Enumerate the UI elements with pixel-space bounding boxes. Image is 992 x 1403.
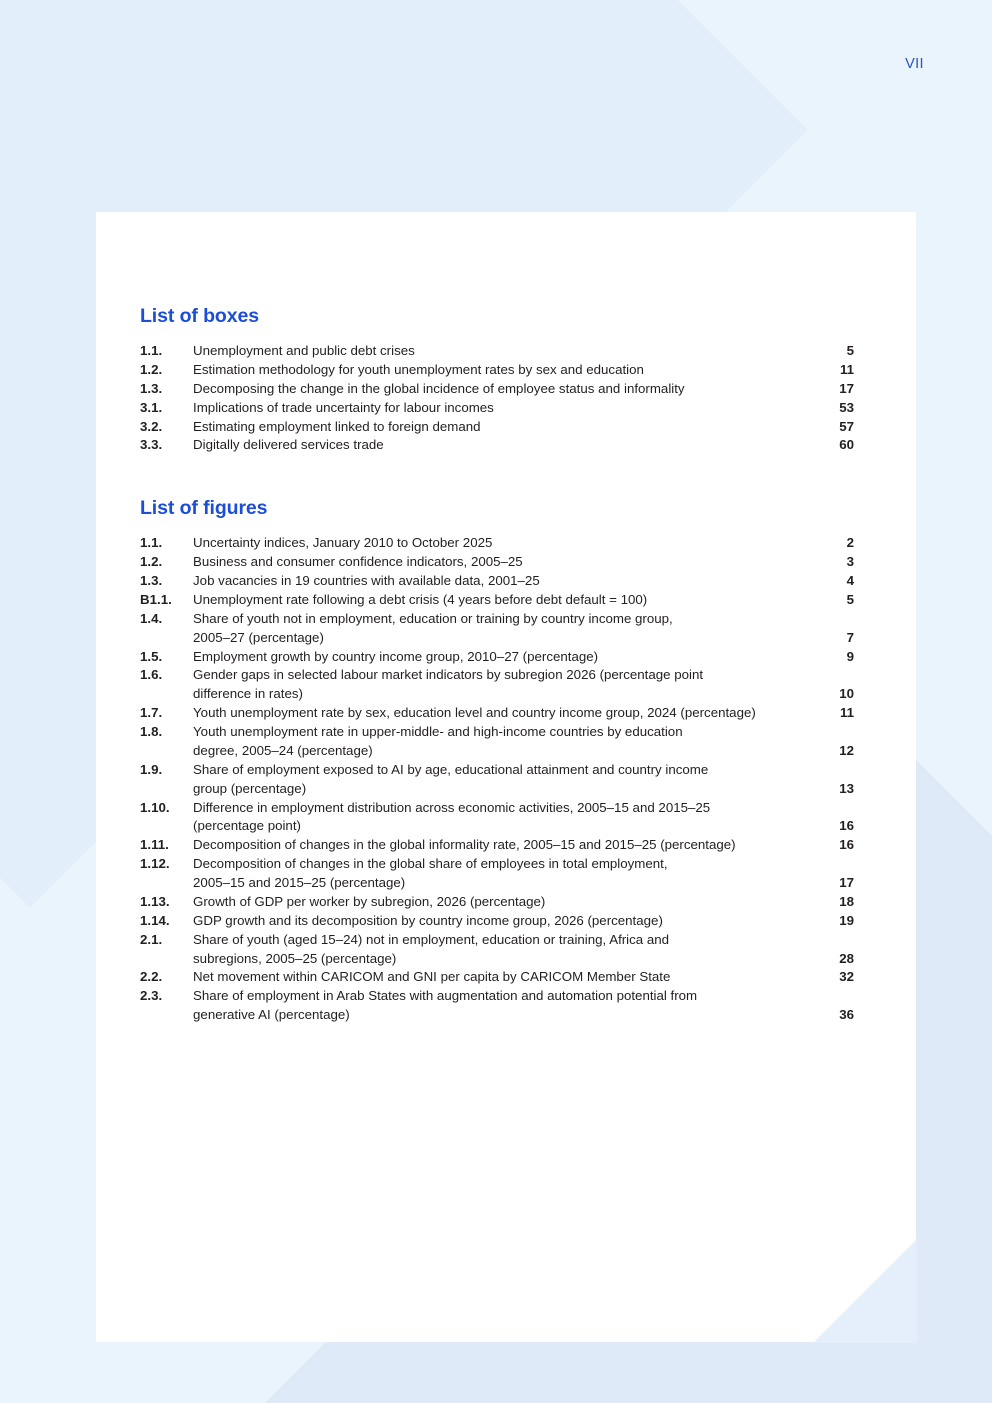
entry-title: Growth of GDP per worker by subregion, 2026 (percentage) — [193, 893, 546, 909]
entry-title: Employment growth by country income group, 2010–27 (percentage) — [193, 648, 599, 664]
entry-page: 9 — [846, 648, 854, 664]
section-list-of-figures — [140, 497, 860, 1025]
entry-page: 12 — [839, 742, 854, 758]
entry-number: 2.3. — [140, 988, 163, 1004]
entry-title: Unemployment rate following a debt crisis (4 years before debt default = 100) — [193, 591, 648, 607]
entry-title-line2: generative AI (percentage) — [193, 1007, 350, 1023]
entry-title-line2: difference in rates) — [193, 686, 303, 702]
entry-number: 1.3. — [140, 380, 163, 396]
entry-number: 1.2. — [140, 361, 163, 377]
entry-title — [193, 761, 815, 799]
entry-page: 16 — [839, 837, 854, 853]
table-row[interactable] — [140, 534, 854, 553]
entry-title: Net movement within CARICOM and GNI per capita by CARICOM Member State — [193, 969, 671, 985]
entry-title: Implications of trade uncertainty for labour incomes — [193, 399, 494, 415]
table-row[interactable] — [140, 836, 854, 855]
entry-title-line1: Share of employment in Arab States with augmentation and automation potential from — [193, 988, 698, 1004]
entry-page: 13 — [839, 780, 854, 796]
entry-title-line2: group (percentage) — [193, 780, 307, 796]
table-row[interactable] — [140, 648, 854, 667]
entry-title: Uncertainty indices, January 2010 to October 2025 — [193, 535, 493, 551]
table-row[interactable] — [140, 855, 854, 893]
table-row[interactable] — [140, 723, 854, 761]
entry-page: 7 — [846, 629, 854, 645]
entry-page: 5 — [846, 591, 854, 607]
entry-number: 1.3. — [140, 573, 163, 588]
entry-title: Job vacancies in 19 countries with available data, 2001–25 — [193, 573, 540, 588]
entry-title-line1: Share of employment exposed to AI by age, educational attainment and country income — [193, 761, 709, 777]
entry-number: 1.14. — [140, 912, 170, 928]
entry-title — [193, 987, 815, 1025]
entry-title: Estimating employment linked to foreign demand — [193, 418, 481, 434]
entry-number: 2.2. — [140, 969, 163, 985]
table-row[interactable] — [140, 553, 854, 572]
entry-number: 1.12. — [140, 856, 170, 872]
entry-title: Youth unemployment rate by sex, education level and country income group, 2024 (percentage) — [193, 705, 756, 721]
entry-number: 1.8. — [140, 724, 163, 739]
entry-title-line1: Share of youth (aged 15–24) not in employment, education or training, Africa and — [193, 931, 670, 947]
entry-number: B1.1. — [140, 591, 172, 607]
entry-title: Unemployment and public debt crises — [193, 343, 415, 358]
figures-table — [140, 534, 854, 1025]
entry-title: Decomposition of changes in the global informality rate, 2005–15 and 2015–25 (percentage) — [193, 837, 736, 853]
table-row[interactable] — [140, 591, 854, 610]
entry-page: 28 — [839, 950, 854, 966]
entry-number: 1.10. — [140, 799, 170, 815]
entry-title-line1: Difference in employment distribution across economic activities, 2005–15 and 2015–25 — [193, 799, 711, 815]
table-row[interactable] — [140, 380, 854, 399]
entry-title-line2: (percentage point) — [193, 818, 301, 834]
entry-page: 53 — [839, 399, 854, 415]
entry-page: 36 — [839, 1007, 854, 1023]
entry-title-line1: Share of youth not in employment, education or training by country income group, — [193, 610, 673, 626]
table-row[interactable] — [140, 893, 854, 912]
entry-number: 1.6. — [140, 667, 163, 683]
entry-title — [193, 666, 815, 704]
entry-page: 57 — [839, 418, 854, 434]
entry-title-line1: Gender gaps in selected labour market indicators by subregion 2026 (percentage point — [193, 667, 704, 683]
page-number: VII — [905, 56, 924, 72]
entry-title-line2: 2005–27 (percentage) — [193, 629, 324, 645]
entry-page: 11 — [839, 361, 854, 377]
section-title-figures: List of figures — [140, 497, 268, 520]
entry-number: 3.3. — [140, 437, 163, 453]
entry-page: 2 — [846, 535, 854, 551]
entry-title — [193, 610, 815, 648]
entry-title-line1: Youth unemployment rate in upper-middle- and high-income countries by education — [193, 724, 683, 739]
boxes-table — [140, 342, 854, 455]
table-row[interactable] — [140, 968, 854, 987]
table-row[interactable] — [140, 399, 854, 418]
page-content — [140, 305, 860, 1025]
table-row[interactable] — [140, 610, 854, 648]
entry-page: 4 — [846, 573, 854, 588]
entry-title — [193, 855, 815, 893]
entry-title: GDP growth and its decomposition by country income group, 2026 (percentage) — [193, 912, 663, 928]
entry-page: 18 — [839, 893, 854, 909]
table-row[interactable] — [140, 761, 854, 799]
entry-title: Digitally delivered services trade — [193, 437, 384, 453]
entry-title: Business and consumer confidence indicators, 2005–25 — [193, 554, 523, 570]
table-row[interactable] — [140, 342, 854, 361]
entry-number: 3.1. — [140, 399, 163, 415]
entry-page: 17 — [839, 875, 854, 890]
table-row[interactable] — [140, 931, 854, 969]
table-row[interactable] — [140, 799, 854, 837]
entry-page: 3 — [846, 554, 854, 570]
entry-number: 3.2. — [140, 418, 163, 434]
figures-table-body — [140, 534, 854, 1025]
entry-number: 1.5. — [140, 648, 163, 664]
table-row[interactable] — [140, 704, 854, 723]
entry-page: 17 — [839, 380, 854, 396]
table-row[interactable] — [140, 418, 854, 437]
entry-page: 11 — [839, 705, 854, 721]
entry-title — [193, 723, 815, 761]
entry-title-line2: subregions, 2005–25 (percentage) — [193, 950, 397, 966]
entry-title — [193, 931, 815, 969]
entry-page: 10 — [839, 686, 854, 702]
section-list-of-boxes — [140, 305, 860, 455]
entry-number: 1.4. — [140, 610, 163, 626]
table-row[interactable] — [140, 361, 854, 380]
table-row[interactable] — [140, 436, 854, 455]
entry-page: 16 — [839, 818, 854, 834]
table-row[interactable] — [140, 572, 854, 591]
entry-number: 1.13. — [140, 893, 170, 909]
entry-title-line2: 2005–15 and 2015–25 (percentage) — [193, 875, 406, 890]
entry-title: Estimation methodology for youth unemployment rates by sex and education — [193, 361, 644, 377]
entry-page: 5 — [846, 343, 854, 358]
entry-title-line1: Decomposition of changes in the global share of employees in total employment, — [193, 856, 668, 872]
entry-title-line2: degree, 2005–24 (percentage) — [193, 742, 373, 758]
entry-number: 1.7. — [140, 705, 163, 721]
entry-page: 32 — [839, 969, 854, 985]
entry-number: 2.1. — [140, 931, 163, 947]
table-row[interactable] — [140, 666, 854, 704]
entry-number: 1.1. — [140, 343, 163, 358]
entry-title: Decomposing the change in the global incidence of employee status and informality — [193, 380, 685, 396]
boxes-table-body — [140, 342, 854, 455]
entry-number: 1.9. — [140, 761, 163, 777]
entry-number: 1.1. — [140, 535, 163, 551]
entry-number: 1.11. — [140, 837, 169, 853]
table-row[interactable] — [140, 987, 854, 1025]
table-row[interactable] — [140, 912, 854, 931]
entry-page: 60 — [839, 437, 854, 453]
entry-page: 19 — [839, 912, 854, 928]
entry-number: 1.2. — [140, 554, 163, 570]
section-title-boxes: List of boxes — [140, 305, 259, 327]
entry-title — [193, 799, 815, 837]
